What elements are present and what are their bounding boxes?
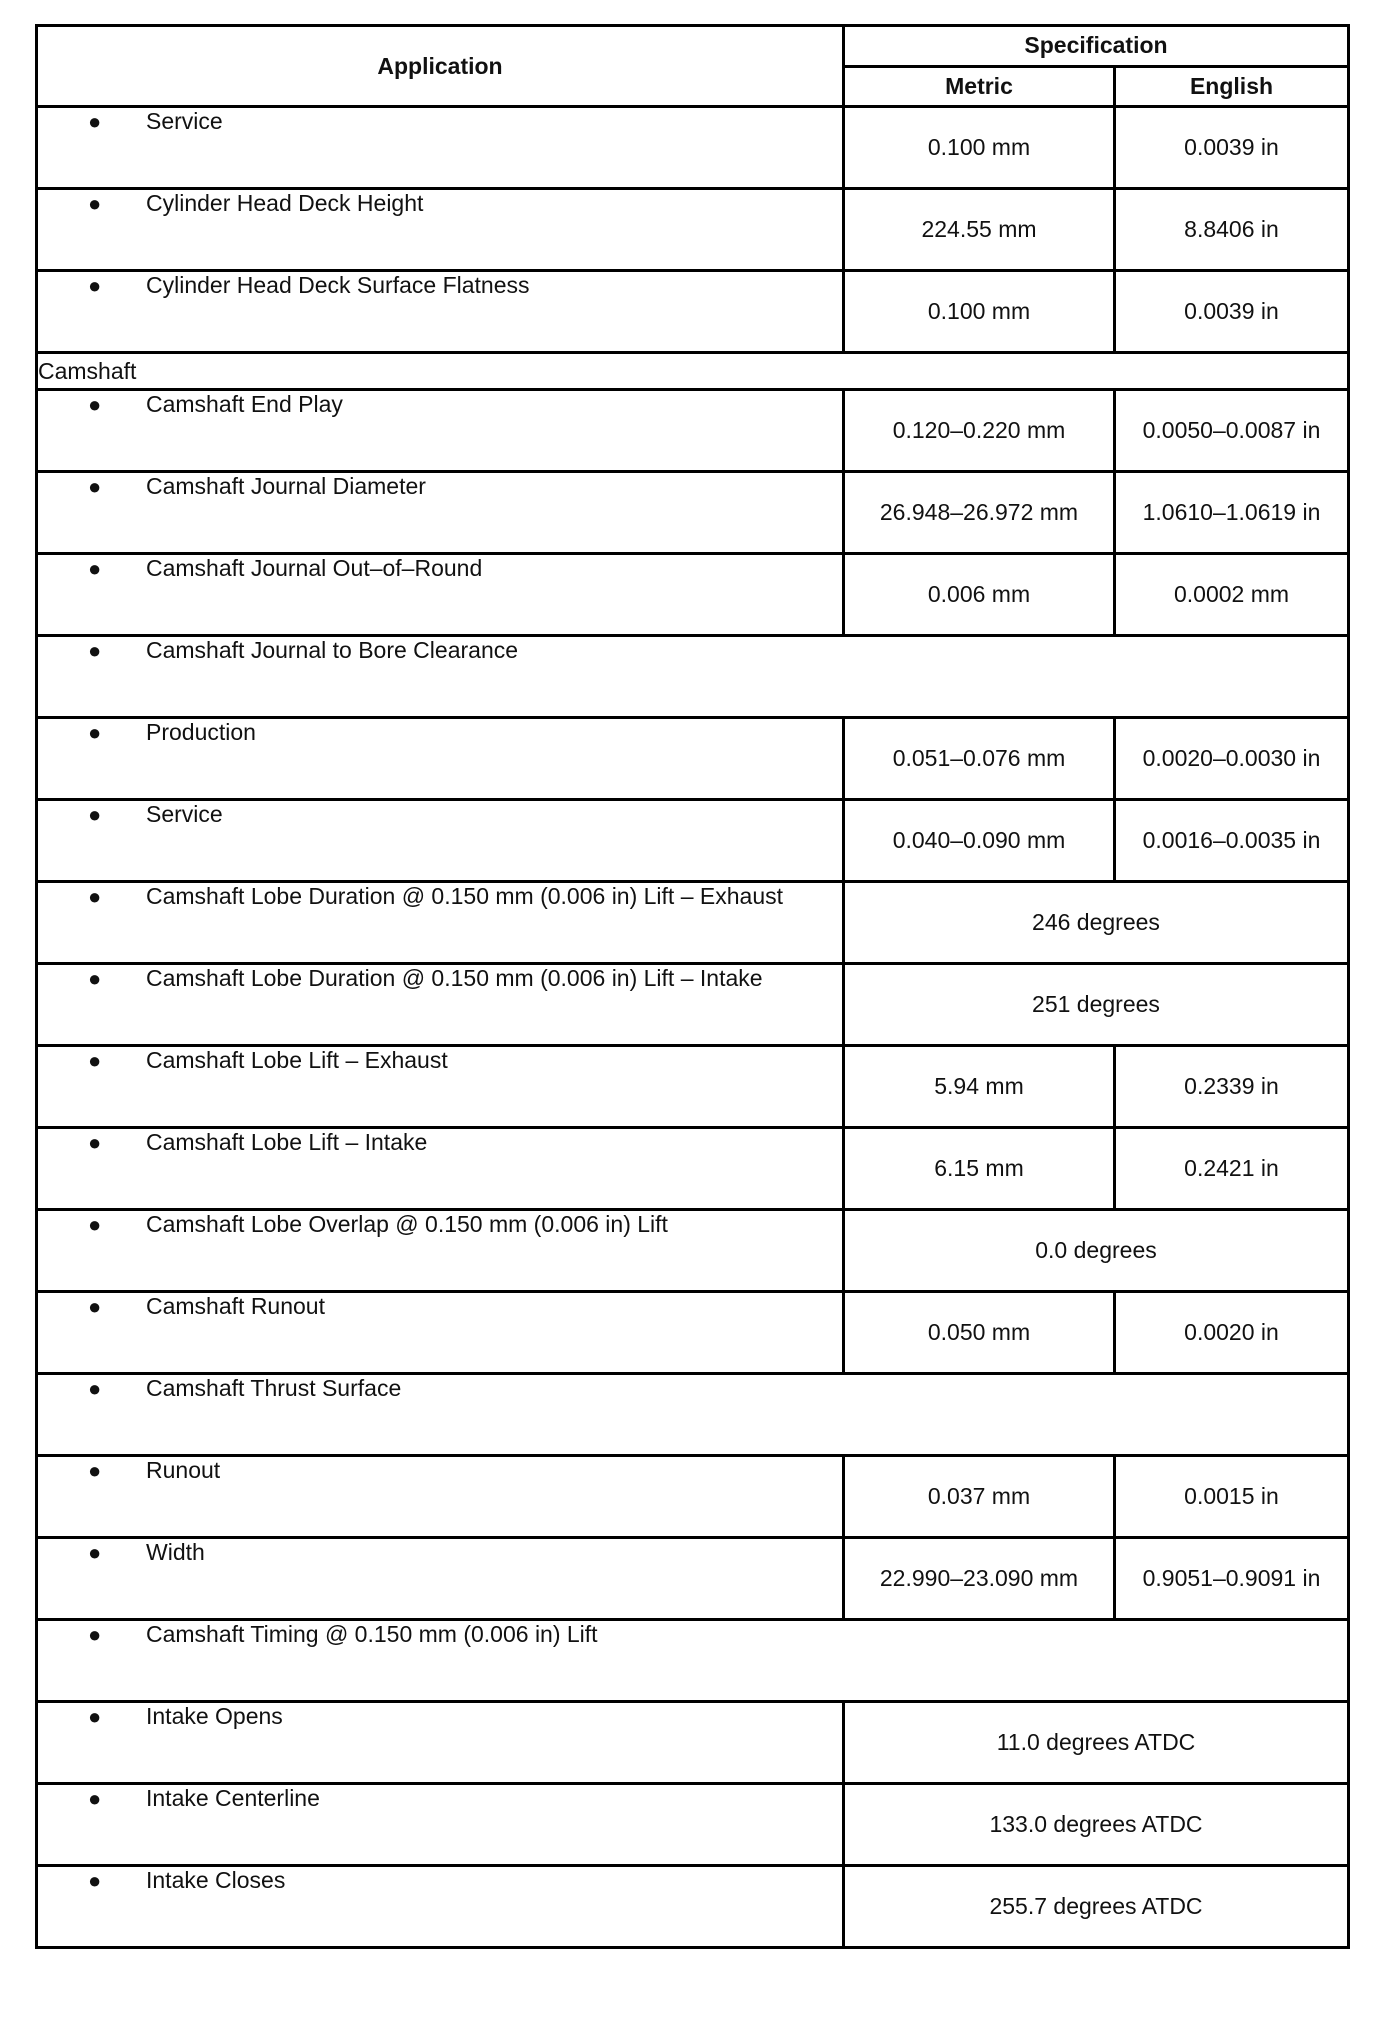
application-label: Camshaft Lobe Duration @ 0.150 mm (0.006 in) Lift – Intake [146, 965, 763, 991]
table-row [37, 1538, 1349, 1620]
table-row [37, 718, 1349, 800]
application-label: Intake Opens [146, 1703, 283, 1729]
table-body [37, 107, 1349, 1948]
application-cell [37, 107, 844, 189]
metric-value: 0.051–0.076 mm [844, 718, 1115, 800]
bullet-icon: ● [88, 273, 102, 298]
table-row [37, 189, 1349, 271]
application-cell [37, 1210, 844, 1292]
table-row [37, 800, 1349, 882]
bullet-icon: ● [88, 392, 102, 417]
english-value: 0.2339 in [1115, 1046, 1349, 1128]
bullet-icon: ● [88, 109, 102, 134]
application-label: Camshaft Lobe Overlap @ 0.150 mm (0.006 in) Lift [146, 1211, 668, 1237]
table-row [37, 1128, 1349, 1210]
bullet-icon: ● [88, 1704, 102, 1729]
metric-value: 0.100 mm [844, 107, 1115, 189]
bullet-icon: ● [88, 1540, 102, 1565]
application-cell [37, 1046, 844, 1128]
application-cell [37, 472, 844, 554]
application-label: Camshaft Journal Diameter [146, 473, 426, 499]
application-label: Intake Centerline [146, 1785, 320, 1811]
metric-value: 0.040–0.090 mm [844, 800, 1115, 882]
specification-table [35, 24, 1350, 1949]
bullet-icon: ● [88, 1130, 102, 1155]
metric-value: 22.990–23.090 mm [844, 1538, 1115, 1620]
table-row [37, 1210, 1349, 1292]
application-label: Camshaft Lobe Lift – Exhaust [146, 1047, 448, 1073]
application-cell [37, 1374, 1349, 1456]
spec-value: 255.7 degrees ATDC [844, 1866, 1349, 1948]
application-cell [37, 1866, 844, 1948]
application-label: Camshaft End Play [146, 391, 343, 417]
table-row [37, 554, 1349, 636]
english-value: 0.0039 in [1115, 107, 1349, 189]
bullet-icon: ● [88, 1294, 102, 1319]
application-cell [37, 189, 844, 271]
spec-value: 246 degrees [844, 882, 1349, 964]
spec-value: 0.0 degrees [844, 1210, 1349, 1292]
application-label: Cylinder Head Deck Height [146, 190, 424, 216]
application-cell [37, 964, 844, 1046]
table-row [37, 271, 1349, 353]
table-row [37, 964, 1349, 1046]
application-label: Service [146, 801, 223, 827]
metric-header: Metric [844, 66, 1115, 107]
application-cell [37, 271, 844, 353]
bullet-icon: ● [88, 1868, 102, 1893]
bullet-icon: ● [88, 1786, 102, 1811]
english-value: 0.0039 in [1115, 271, 1349, 353]
application-label: Camshaft Journal to Bore Clearance [146, 637, 519, 663]
metric-value: 0.037 mm [844, 1456, 1115, 1538]
metric-value: 0.120–0.220 mm [844, 390, 1115, 472]
bullet-icon: ● [88, 802, 102, 827]
application-label: Intake Closes [146, 1867, 286, 1893]
table-row [37, 1456, 1349, 1538]
section-row [37, 353, 1349, 390]
metric-value: 26.948–26.972 mm [844, 472, 1115, 554]
application-header: Application [37, 26, 844, 107]
table-row [37, 107, 1349, 189]
table-row [37, 1292, 1349, 1374]
table-row [37, 1702, 1349, 1784]
bullet-icon: ● [88, 474, 102, 499]
english-value: 0.0015 in [1115, 1456, 1349, 1538]
application-cell [37, 1784, 844, 1866]
table-row [37, 882, 1349, 964]
application-label: Production [146, 719, 256, 745]
table-row [37, 1784, 1349, 1866]
application-cell [37, 800, 844, 882]
bullet-icon: ● [88, 720, 102, 745]
metric-value: 5.94 mm [844, 1046, 1115, 1128]
table-row [37, 636, 1349, 718]
table-row [37, 1866, 1349, 1948]
bullet-icon: ● [88, 191, 102, 216]
application-label: Cylinder Head Deck Surface Flatness [146, 272, 530, 298]
metric-value: 224.55 mm [844, 189, 1115, 271]
metric-value: 0.006 mm [844, 554, 1115, 636]
english-header: English [1115, 66, 1349, 107]
application-label: Runout [146, 1457, 221, 1483]
bullet-icon: ● [88, 556, 102, 581]
application-cell [37, 718, 844, 800]
application-label: Width [146, 1539, 205, 1565]
english-value: 0.0016–0.0035 in [1115, 800, 1349, 882]
application-label: Camshaft Lobe Lift – Intake [146, 1129, 428, 1155]
table-row [37, 472, 1349, 554]
application-cell [37, 390, 844, 472]
english-value: 1.0610–1.0619 in [1115, 472, 1349, 554]
application-cell [37, 1292, 844, 1374]
specification-header: Specification [844, 26, 1349, 67]
application-label: Service [146, 108, 223, 134]
application-label: Camshaft Thrust Surface [146, 1375, 402, 1401]
spec-value: 251 degrees [844, 964, 1349, 1046]
bullet-icon: ● [88, 638, 102, 663]
application-cell [37, 1128, 844, 1210]
bullet-icon: ● [88, 884, 102, 909]
english-value: 0.0002 mm [1115, 554, 1349, 636]
application-label: Camshaft Runout [146, 1293, 325, 1319]
application-cell [37, 1702, 844, 1784]
spec-value: 11.0 degrees ATDC [844, 1702, 1349, 1784]
table-row [37, 1374, 1349, 1456]
metric-value: 0.050 mm [844, 1292, 1115, 1374]
application-cell [37, 636, 1349, 718]
application-cell [37, 1620, 1349, 1702]
application-cell [37, 1538, 844, 1620]
application-label: Camshaft Journal Out–of–Round [146, 555, 483, 581]
application-cell [37, 554, 844, 636]
table-header [37, 26, 1349, 107]
bullet-icon: ● [88, 1048, 102, 1073]
metric-value: 6.15 mm [844, 1128, 1115, 1210]
english-value: 8.8406 in [1115, 189, 1349, 271]
english-value: 0.0020 in [1115, 1292, 1349, 1374]
metric-value: 0.100 mm [844, 271, 1115, 353]
english-value: 0.0020–0.0030 in [1115, 718, 1349, 800]
bullet-icon: ● [88, 1622, 102, 1647]
application-cell [37, 882, 844, 964]
bullet-icon: ● [88, 1212, 102, 1237]
english-value: 0.9051–0.9091 in [1115, 1538, 1349, 1620]
table-row [37, 1620, 1349, 1702]
bullet-icon: ● [88, 1458, 102, 1483]
bullet-icon: ● [88, 966, 102, 991]
spec-value: 133.0 degrees ATDC [844, 1784, 1349, 1866]
english-value: 0.2421 in [1115, 1128, 1349, 1210]
application-label: Camshaft Timing @ 0.150 mm (0.006 in) Lift [146, 1621, 598, 1647]
table-row [37, 390, 1349, 472]
english-value: 0.0050–0.0087 in [1115, 390, 1349, 472]
bullet-icon: ● [88, 1376, 102, 1401]
table-row [37, 1046, 1349, 1128]
section-label: Camshaft [37, 353, 1349, 390]
application-label: Camshaft Lobe Duration @ 0.150 mm (0.006 in) Lift – Exhaust [146, 883, 784, 909]
application-cell [37, 1456, 844, 1538]
